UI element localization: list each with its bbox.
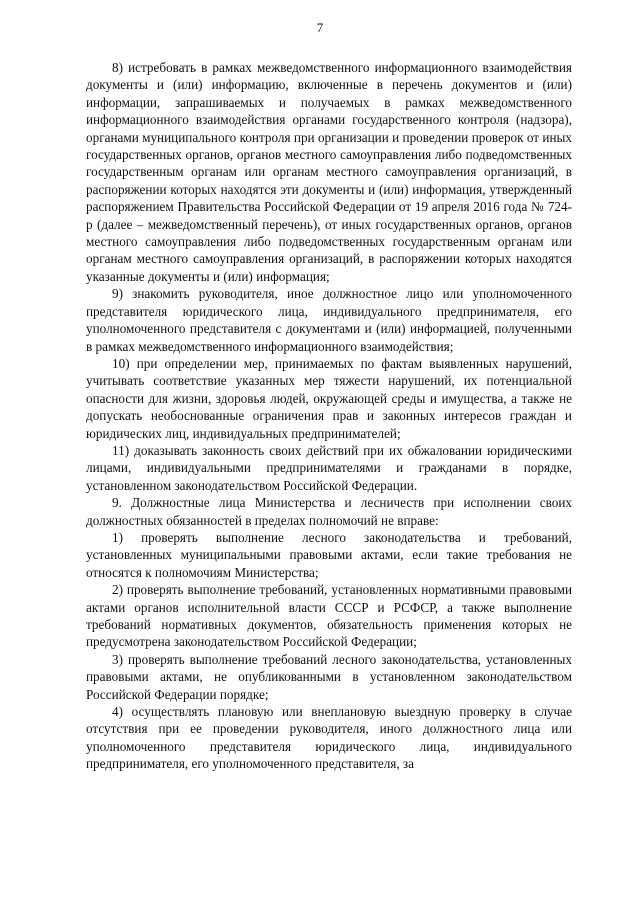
- paragraph-item-10: 10) при определении мер, принимаемых по фактам выявленных нарушений, учитывать соответствие указанных мер тяжести нарушений, их потенциальной опасности для жизни, здоровья людей, окружающей среды и имущества, а также не допускать необоснованные ограничения прав и законных интересов граждан и юридических лиц, индивидуальных предпринимателей;: [86, 355, 572, 441]
- paragraph-item-8: 8) истребовать в рамках межведомственного информационного взаимодействия документы и (или) информацию, включенные в перечень документов и (или) информации, запрашиваемых и получаемых в рамках межведомственного информационного взаимодействия органами государственного контроля (надзора), органами муниципального контроля при организации и проведении проверок от иных государственных органов, органов местного самоуправления либо подведомственных государственным органам или органам местного самоуправления организаций, в распоряжении которых находятся эти документы и (или) информация, утвержденный распоряжением Правительства Российской Федерации от 19 апреля 2016 года № 724-р (далее – межведомственный перечень), от иных государственных органов, органов местного самоуправления либо подведомственных государственным органам или органам местного самоуправления организаций, в распоряжении которых находятся указанные документы и (или) информация;: [86, 60, 572, 284]
- document-body: [86, 59, 572, 773]
- paragraph-restriction-3: 3) проверять выполнение требований лесного законодательства, установленных правовыми актами, не опубликованными в установленном законодательством Российской Федерации порядке;: [86, 651, 572, 702]
- page-number: 7: [316, 20, 324, 35]
- paragraph-restriction-4: 4) осуществлять плановую или внеплановую выездную проверку в случае отсутствия при ее проведении руководителя, иного должностного лица или уполномоченного представителя юридического лица, индивидуального предпринимателя, его уполномоченного представителя, за: [86, 704, 572, 772]
- paragraph-item-9: 9) знакомить руководителя, иное должностное лицо или уполномоченного представителя юридического лица, индивидуального предпринимателя, его уполномоченного представителя с документами и (или) информацией, полученными в рамках межведомственного информационного взаимодействия;: [86, 286, 572, 354]
- paragraph-restriction-2: 2) проверять выполнение требований, установленных нормативными правовыми актами органов исполнительной власти СССР и РСФСР, а также выполнение требований нормативных документов, обязательность применения которых не предусмотрена законодательством Российской Федерации;: [86, 582, 572, 650]
- paragraph-restriction-1: 1) проверять выполнение лесного законодательства и требований, установленных муниципальными правовыми актами, если такие требования не относятся к полномочиям Министерства;: [86, 529, 572, 580]
- section-9-heading-paragraph: 9. Должностные лица Министерства и лесничеств при исполнении своих должностных обязанностей в пределах полномочий не вправе:: [86, 495, 572, 528]
- paragraph-item-11: 11) доказывать законность своих действий при их обжаловании юридическими лицами, индивидуальными предпринимателями и гражданами в порядке, установленном законодательством Российской Федерации.: [86, 442, 572, 493]
